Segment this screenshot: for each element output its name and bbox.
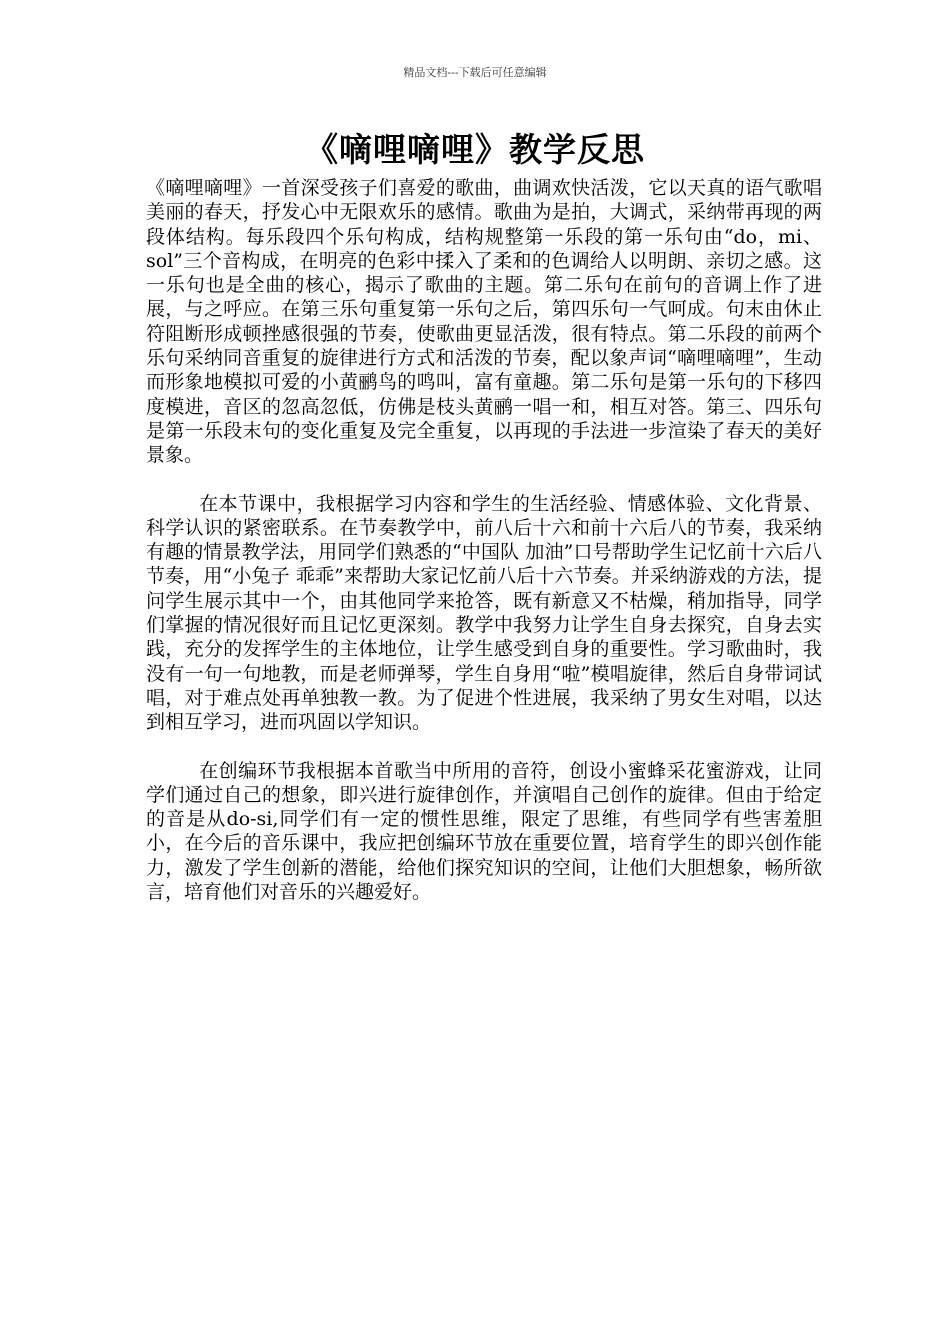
- page-header: 精品文档---下载后可任意编辑: [403, 66, 547, 79]
- document-title: 《嘀哩嘀哩》教学反思: [305, 130, 645, 169]
- paragraph-3: 在创编环节我根据本首歌当中所用的音符，创设小蜜蜂采花蜜游戏，让同学们通过自己的想象，即兴进行旋律创作，并演唱自己创作的旋律。但由于给定的音是从do-si,同学们有一定的惯性思维，限定了思维，有些同学有些害羞胆小，在今后的音乐课中，我应把创编环节放在重要位置，培育学生的即兴创作能力，激发了学生创新的潜能，给他们探究知识的空间，让他们大胆想象，畅所欲言，培育他们对音乐的兴趣爱好。: [146, 759, 822, 904]
- paragraph-1: 《嘀哩嘀哩》一首深受孩子们喜爱的歌曲，曲调欢快活泼，它以天真的语气歌唱美丽的春天，抒发心中无限欢乐的感情。歌曲为是拍，大调式，采纳带再现的两段体结构。每乐段四个乐句构成，结构规整第一乐段的第一乐句由“do，mi、sol”三个音构成，在明亮的色彩中揉入了柔和的色调给人以明朗、亲切之感。这一乐句也是全曲的核心，揭示了歌曲的主题。第二乐句在前句的音调上作了进展，与之呼应。在第三乐句重复第一乐句之后，第四乐句一气呵成。句末由休止符阻断形成顿挫感很强的节奏，使歌曲更显活泼，很有特点。第二乐段的前两个乐句采纳同音重复的旋律进行方式和活泼的节奏，配以象声词“嘀哩嘀哩”，生动而形象地模拟可爱的小黄鹂鸟的鸣叫，富有童趣。第二乐句是第一乐句的下移四度模进，音区的忽高忽低，仿佛是枝头黄鹂一唱一和，相互对答。第三、四乐句是第一乐段末句的变化重复及完全重复，以再现的手法进一步渲染了春天的美好景象。: [146, 177, 822, 467]
- paragraph-2: 在本节课中，我根据学习内容和学生的生活经验、情感体验、文化背景、科学认识的紧密联系。在节奏教学中，前八后十六和前十六后八的节奏，我采纳有趣的情景教学法，用同学们熟悉的“中国队 加油”口号帮助学生记忆前十六后八节奏，用“小兔子 乖乖”来帮助大家记忆前八后十六节奏。并采纳游戏的方法，提问学生展示其中一个，由其他同学来抢答，既有新意又不枯燥，稍加指导，同学们掌握的情况很好而且记忆更深刻。教学中我努力让学生自身去探究，自身去实践，充分的发挥学生的主体地位，让学生感受到自身的重要性。学习歌曲时，我没有一句一句地教，而是老师弹琴，学生自身用“啦”模唱旋律，然后自身带词试唱，对于难点处再单独教一教。为了促进个性进展，我采纳了男女生对唱，以达到相互学习，进而巩固以学知识。: [146, 492, 822, 734]
- document-body: [146, 176, 822, 904]
